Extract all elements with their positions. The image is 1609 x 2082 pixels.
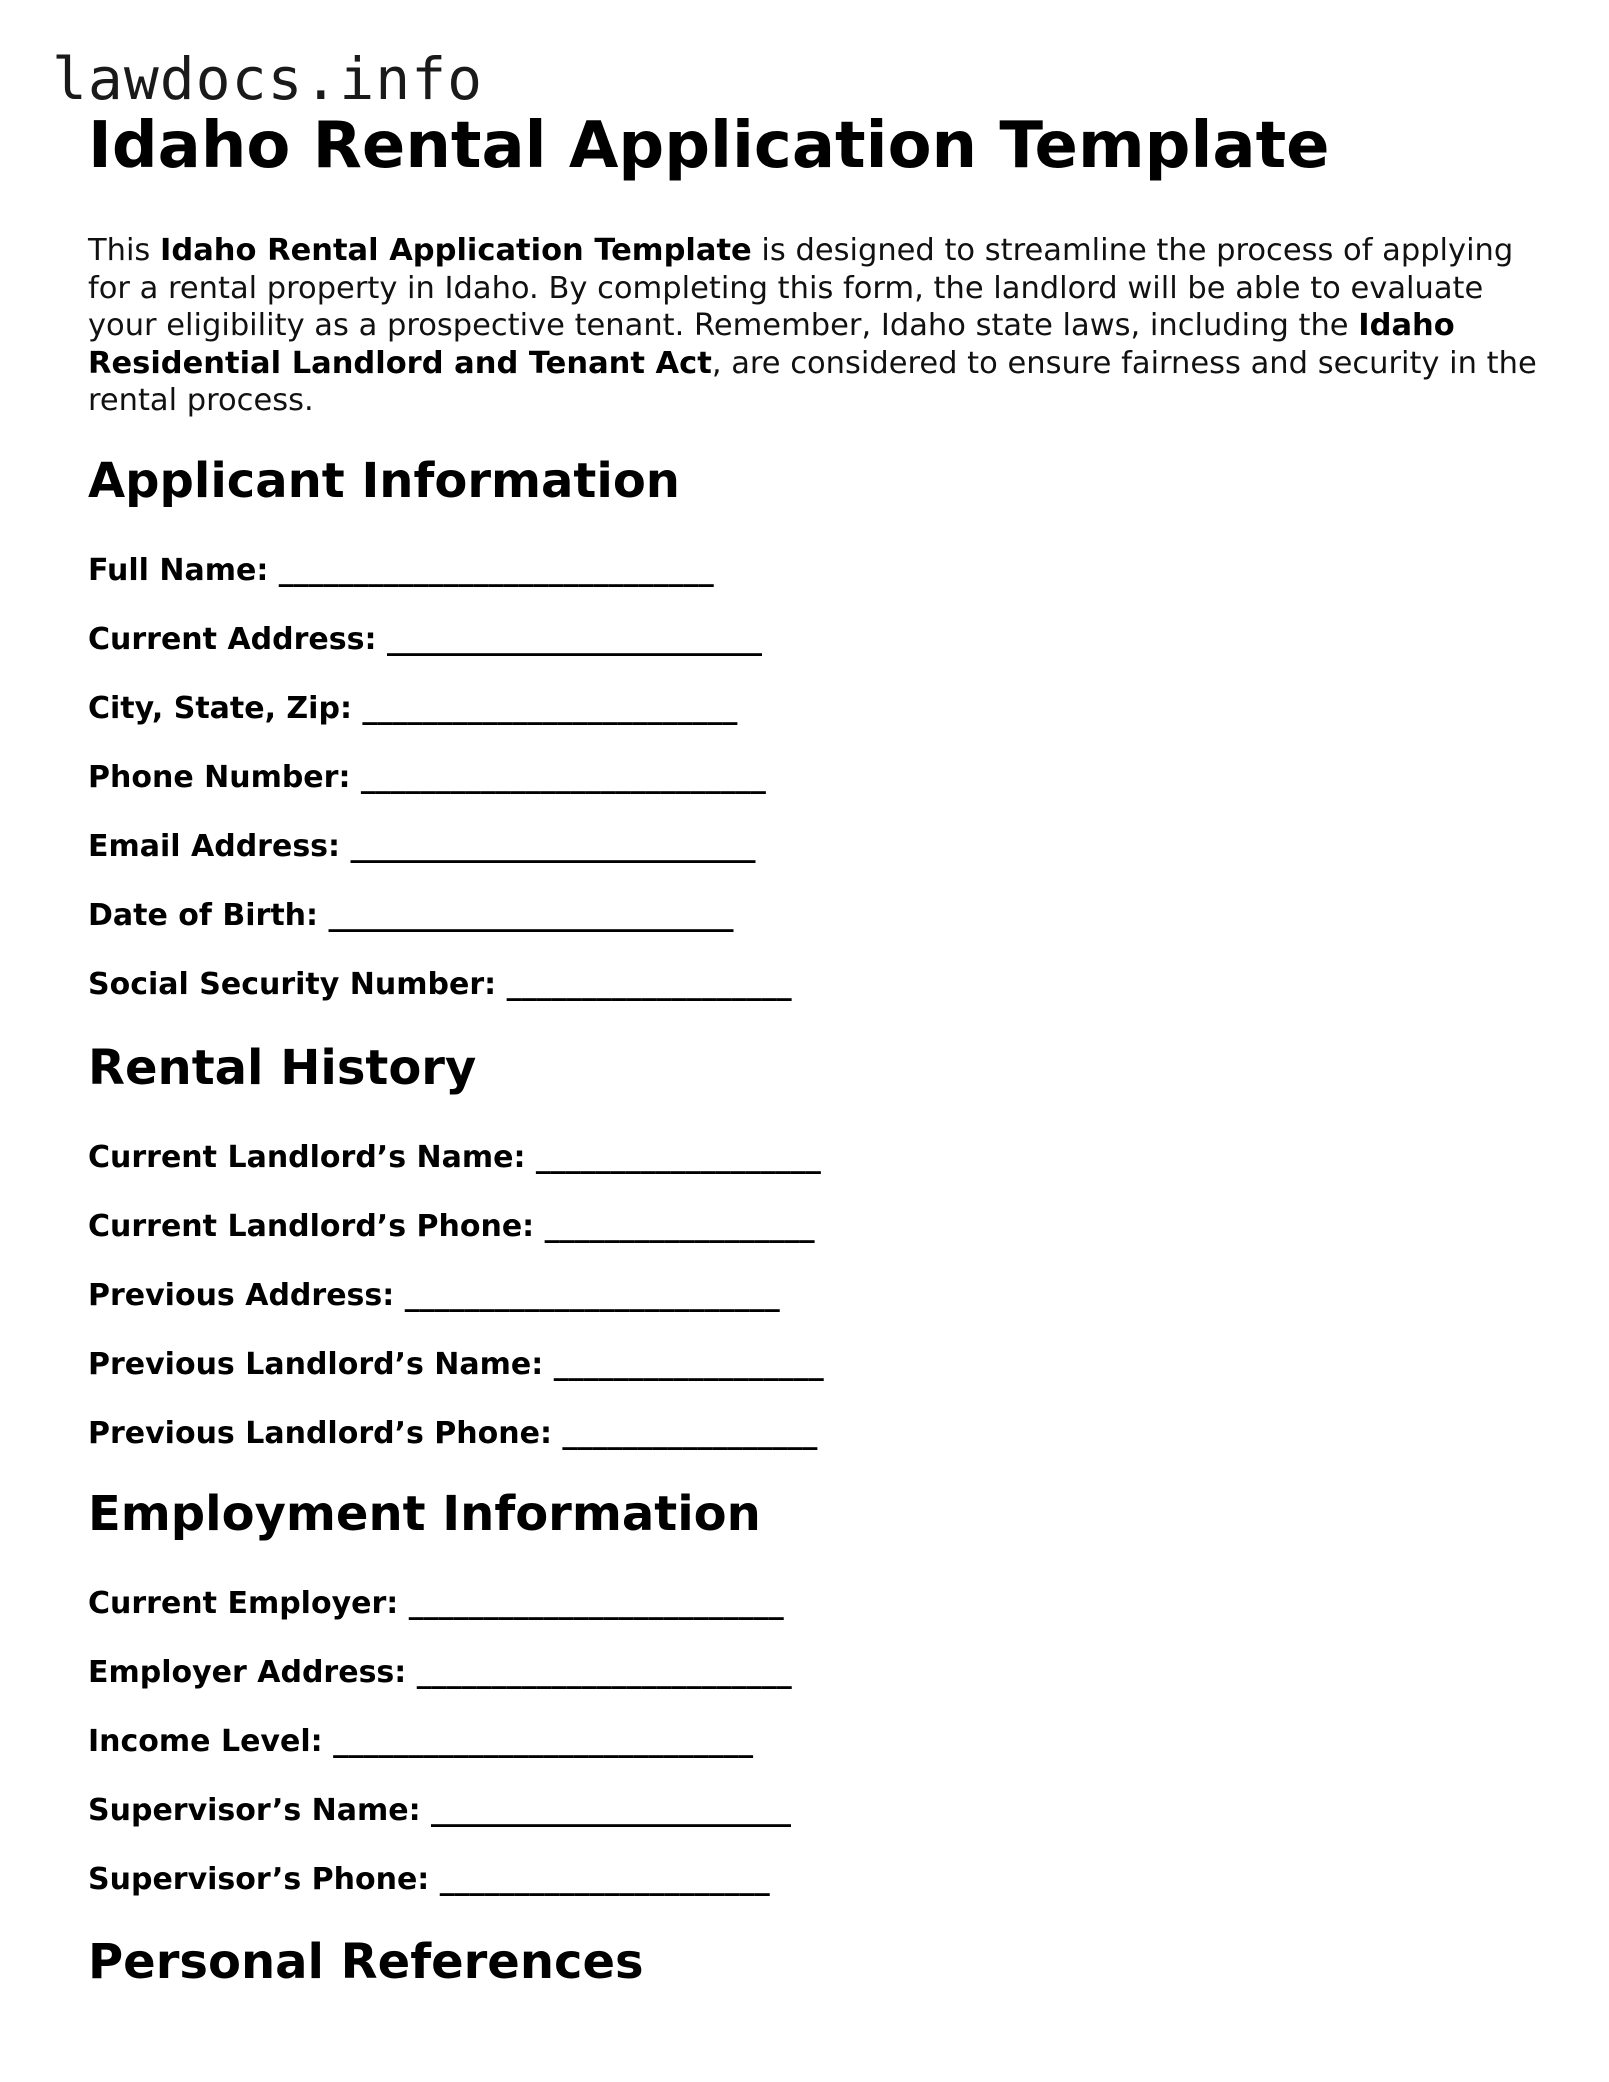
field-label: Previous Address:	[88, 1278, 395, 1313]
field-label: Previous Landlord’s Phone:	[88, 1416, 552, 1451]
intro-bold-template-name: Idaho Rental Application Template	[160, 233, 752, 268]
field-current-landlord-phone[interactable]	[88, 1209, 815, 1245]
field-label: Supervisor’s Name:	[88, 1793, 421, 1828]
field-label: Email Address:	[88, 829, 341, 864]
field-blank-line[interactable]: ______________________	[439, 1862, 770, 1897]
field-previous-address[interactable]	[88, 1278, 780, 1314]
field-blank-line[interactable]: _________________	[562, 1416, 818, 1451]
field-blank-line[interactable]: _____________________________	[278, 553, 714, 588]
intro-bold-act-name: Idaho Residential Landlord and Tenant Act	[88, 308, 1455, 381]
field-employer-address[interactable]	[88, 1655, 792, 1691]
field-blank-line[interactable]: _________________________	[404, 1278, 780, 1313]
field-supervisor-name[interactable]	[88, 1793, 791, 1829]
field-date-of-birth[interactable]	[88, 898, 733, 934]
field-label: City, State, Zip:	[88, 691, 352, 726]
field-phone-number[interactable]	[88, 760, 766, 796]
intro-text-2: is designed to streamline the process of applying for a rental property in Idaho. By completing this form, the landlord will be able to evaluate your eligibility as a prospective tenant. Remember, Idaho state laws, including the	[88, 233, 1514, 343]
field-blank-line[interactable]: __________________	[544, 1209, 815, 1244]
field-blank-line[interactable]: ____________________________	[333, 1724, 754, 1759]
field-label: Current Employer:	[88, 1586, 399, 1621]
field-social-security-number[interactable]	[88, 967, 792, 1003]
intro-text-3: , are considered to ensure fairness and security in the rental process.	[88, 345, 1537, 418]
field-blank-line[interactable]: _________________________	[362, 691, 738, 726]
field-label: Previous Landlord’s Name:	[88, 1347, 544, 1382]
field-label: Social Security Number:	[88, 967, 497, 1002]
field-label: Income Level:	[88, 1724, 323, 1759]
field-blank-line[interactable]: _________________________	[416, 1655, 792, 1690]
watermark-logo: lawdocs.info	[52, 45, 484, 113]
page-title: Idaho Rental Application Template	[88, 109, 1330, 183]
field-label: Full Name:	[88, 553, 269, 588]
field-email-address[interactable]	[88, 829, 755, 865]
section-heading-employment: Employment Information	[88, 1486, 761, 1542]
field-full-name[interactable]	[88, 553, 714, 589]
field-blank-line[interactable]: _________________________	[408, 1586, 784, 1621]
field-label: Date of Birth:	[88, 898, 319, 933]
field-previous-landlord-name[interactable]	[88, 1347, 824, 1383]
section-heading-rental-history: Rental History	[88, 1040, 477, 1096]
section-heading-personal-references: Personal References	[88, 1934, 644, 1990]
field-supervisor-phone[interactable]	[88, 1862, 770, 1898]
field-previous-landlord-phone[interactable]	[88, 1416, 817, 1452]
field-blank-line[interactable]: ___________________________	[328, 898, 734, 933]
field-blank-line[interactable]: __________________	[553, 1347, 824, 1382]
field-blank-line[interactable]: ___________________	[506, 967, 792, 1002]
field-label: Supervisor’s Phone:	[88, 1862, 430, 1897]
field-blank-line[interactable]: ___________________________	[350, 829, 756, 864]
field-label: Phone Number:	[88, 760, 351, 795]
field-blank-line[interactable]: ________________________	[431, 1793, 792, 1828]
field-current-address[interactable]	[88, 622, 762, 658]
field-current-employer[interactable]	[88, 1586, 784, 1622]
intro-text-1: This	[88, 233, 161, 268]
field-label: Employer Address:	[88, 1655, 407, 1690]
field-blank-line[interactable]: _________________________	[386, 622, 762, 657]
field-current-landlord-name[interactable]	[88, 1140, 821, 1176]
field-blank-line[interactable]: ___________________	[535, 1140, 821, 1175]
field-label: Current Landlord’s Name:	[88, 1140, 526, 1175]
field-label: Current Landlord’s Phone:	[88, 1209, 535, 1244]
field-label: Current Address:	[88, 622, 377, 657]
field-city-state-zip[interactable]	[88, 691, 737, 727]
section-heading-applicant: Applicant Information	[88, 453, 680, 509]
intro-paragraph	[88, 232, 1538, 420]
field-blank-line[interactable]: ___________________________	[360, 760, 766, 795]
field-income-level[interactable]	[88, 1724, 753, 1760]
